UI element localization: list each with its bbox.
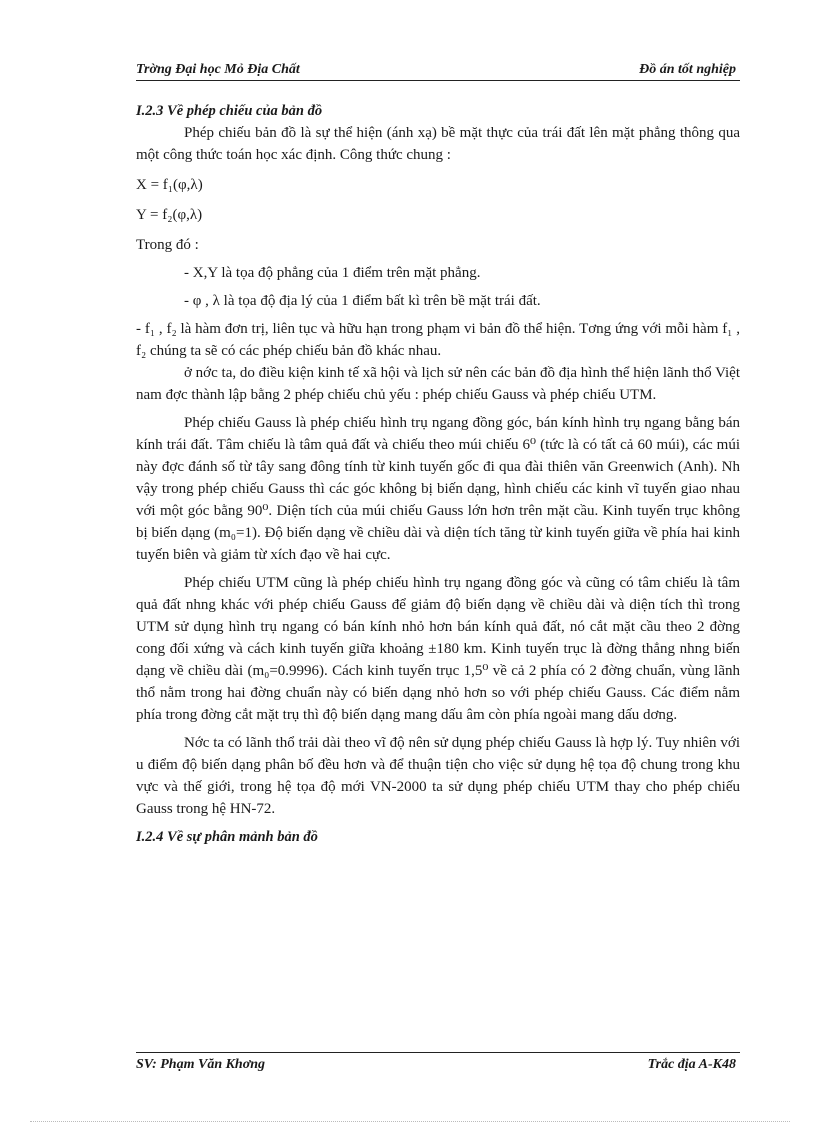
bullet-phi-lambda: - φ , λ là tọa độ địa lý của 1 điểm bất kì trên bề mặt trái đất. bbox=[184, 293, 541, 309]
bullet-xy: - X,Y là tọa độ phẳng của 1 điểm trên mặt phẳng. bbox=[184, 265, 481, 281]
header-university: Trờng Đại học Mỏ Địa Chất bbox=[136, 62, 300, 77]
footer-student: SV: Phạm Văn Khơng bbox=[136, 1057, 266, 1072]
paragraph-utm: Phép chiếu UTM cũng là phép chiếu hình trụ ngang đồng góc và cũng có tâm chiếu là tâm quả đất nhng khác với phép chiếu Gauss để giảm độ biến dạng về chiều dài và diện tích thì trong UTM sử dụng hình trụ ngang có bán kính nhỏ hơn bán kính quả đất, nó cắt mặt cầu theo 2 đờng cong đối xứng và cách kinh tuyến giữa khoảng ±180 km. Kinh tuyến trục là đờng thẳng nhng biến dạng về chiều dài (m₀=0.9996). Cách kinh tuyến trục 1,5⁰ về cả 2 phía có 2 đờng chuẩn, vùng lãnh thổ nằm trong hai đờng chuẩn này có biến dạng nhỏ hơn so với phép chiếu Gauss. Các điểm nằm phía trong đờng cắt mặt trụ thì độ biến dạng mang dấu âm còn phía ngoài mang dấu dơng. bbox=[136, 575, 740, 723]
page-footer bbox=[136, 1052, 740, 1073]
footer-class: Trắc địa A-K48 bbox=[647, 1057, 736, 1072]
bullet-functions: - f₁ , f₂ là hàm đơn trị, liên tục và hữu hạn trong phạm vi bản đồ thể hiện. Tơng ứng với mỗi hàm f₁ , f₂ chúng ta sẽ có các phép chiếu bản đồ khác nhau. bbox=[136, 321, 740, 359]
section-title-2: I.2.4 Về sự phân mảnh bản đồ bbox=[136, 829, 318, 845]
formula-y: Y = f₂(φ,λ) bbox=[136, 207, 203, 223]
header-document-type: Đồ án tốt nghiệp bbox=[639, 62, 736, 77]
page-content bbox=[136, 100, 740, 848]
intro-paragraph: Phép chiếu bản đồ là sự thể hiện (ánh xạ) bề mặt thực của trái đất lên mặt phẳng thông qua một công thức toán học xác định. Công thức chung : bbox=[136, 125, 740, 163]
paragraph-conclusion: Nớc ta có lãnh thổ trải dài theo vĩ độ nên sử dụng phép chiếu Gauss là hợp lý. Tuy nhiên với u điểm độ biến dạng phân bố đều hơn và để thuận tiện cho việc sử dụng hệ tọa độ chung trong khu vực và thế giới, trong hệ tọa độ mới VN-2000 ta sử dụng phép chiếu UTM thay cho phép chiếu Gauss trong hệ HN-72. bbox=[136, 735, 740, 817]
section-title: I.2.3 Về phép chiếu của bản đồ bbox=[136, 103, 323, 119]
formula-x: X = f₁(φ,λ) bbox=[136, 177, 203, 193]
paragraph-gauss: Phép chiếu Gauss là phép chiếu hình trụ ngang đồng góc, bán kính hình trụ ngang bằng bán kính trái đất. Tâm chiếu là tâm quả đất và chiếu theo múi chiếu 6⁰ (tức là có tất cả 60 múi), các múi này đợc đánh số từ tây sang đông tính từ kinh tuyến gốc đi qua đài thiên văn Greenwich (Anh). Nh vậy trong phép chiếu Gauss thì các góc không bị biến dạng, hình chiếu các kinh vĩ tuyến giao nhau với một góc bằng 90⁰. Diện tích của múi chiếu Gauss lớn hơn trên mặt cầu. Kinh tuyến trục không bị biến dạng (m₀=1). Độ biến dạng về chiều dài và diện tích tăng từ kinh tuyến giữa về phía hai kinh tuyến biên và giảm từ xích đạo về hai cực. bbox=[136, 415, 740, 563]
page-bottom-divider bbox=[30, 1121, 790, 1122]
where-label: Trong đó : bbox=[136, 237, 199, 253]
page-header bbox=[136, 60, 740, 81]
paragraph-vietnam: ở nớc ta, do điều kiện kinh tế xã hội và lịch sử nên các bản đồ địa hình thể hiện lãnh thổ Việt nam đợc thành lập bằng 2 phép chiếu chủ yếu : phép chiếu Gauss và phép chiếu UTM. bbox=[136, 365, 741, 403]
